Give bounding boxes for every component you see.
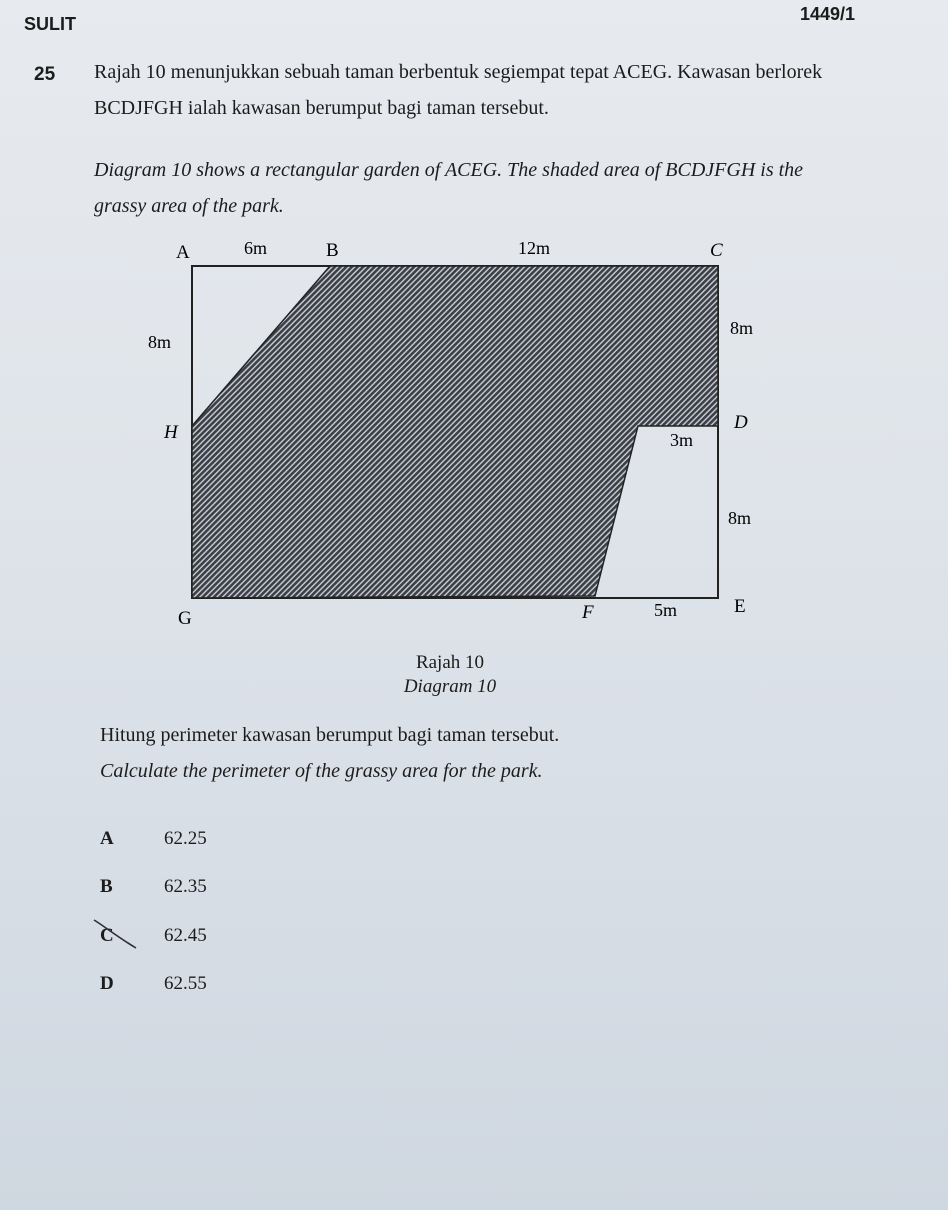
pen-tick-mark <box>92 916 142 952</box>
diagram-caption-english: Diagram 10 <box>403 676 497 697</box>
grassy-area-shaded <box>192 266 718 598</box>
answer-option-d[interactable] <box>100 973 207 995</box>
option-value: 62.25 <box>164 828 207 849</box>
point-label-f: F <box>582 602 594 623</box>
question-intro-malay: Rajah 10 menunjukkan sebuah taman berbentuk segiempat tepat ACEG. Kawasan berlorek BCDJFGH ialah kawasan berumput bagi taman tersebut. <box>94 61 823 119</box>
point-label-a: A <box>176 242 190 263</box>
header-paper-code: 1449/1 <box>800 4 856 24</box>
length-label-ah: 8m <box>148 332 172 352</box>
question-number: 25 <box>34 64 56 85</box>
answer-option-a[interactable] <box>100 828 207 850</box>
question-intro-english: Diagram 10 shows a rectangular garden of ACEG. The shaded area of BCDJFGH is the grassy area of the park. <box>94 159 804 217</box>
option-letter: D <box>100 973 114 994</box>
option-value: 62.35 <box>164 876 207 897</box>
question-prompt-malay: Hitung perimeter kawasan berumput bagi taman tersebut. <box>100 724 560 746</box>
length-label-bc: 12m <box>518 238 551 258</box>
point-label-c: C <box>710 240 723 261</box>
option-value: 62.45 <box>164 925 207 946</box>
option-letter: A <box>100 828 114 849</box>
length-label-ab: 6m <box>244 238 268 258</box>
point-label-g: G <box>178 608 192 629</box>
point-label-b: B <box>326 240 339 261</box>
option-value: 62.55 <box>164 973 207 994</box>
header-sulit: SULIT <box>24 14 76 34</box>
length-label-de: 8m <box>728 508 752 528</box>
point-label-d: D <box>734 412 748 433</box>
option-letter: C <box>100 925 114 946</box>
length-label-cd: 8m <box>730 318 754 338</box>
length-label-dj: 3m <box>670 430 694 450</box>
length-label-fe: 5m <box>654 600 678 620</box>
diagram-caption-malay: Rajah 10 <box>415 652 485 673</box>
answer-option-b[interactable] <box>100 876 207 898</box>
point-label-e: E <box>734 596 746 617</box>
garden-diagram <box>140 228 780 648</box>
point-label-h: H <box>164 422 178 443</box>
option-letter: B <box>100 876 113 897</box>
question-prompt-english: Calculate the perimeter of the grassy area for the park. <box>100 760 543 782</box>
